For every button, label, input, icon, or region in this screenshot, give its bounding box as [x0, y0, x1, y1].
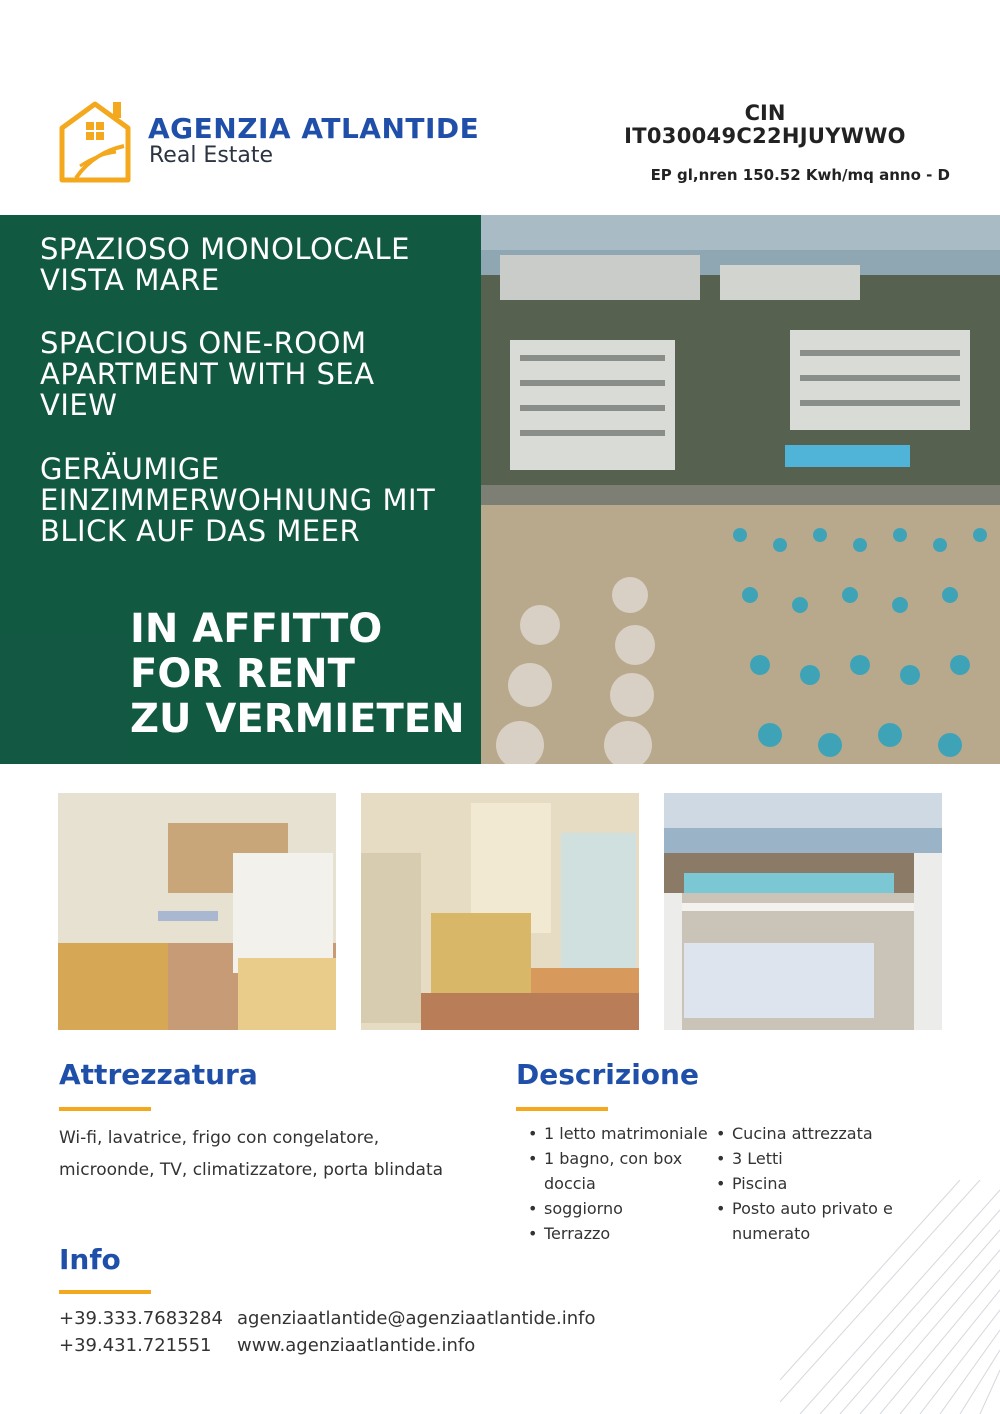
equipment-text: Wi-fi, lavatrice, frigo con congelatore, microonde, TV, climatizzatore, porta blindata [59, 1128, 444, 1180]
list-item: • 1 bagno, con box doccia [522, 1146, 722, 1196]
equipment-underline [59, 1107, 151, 1111]
list-item: • 3 Letti [710, 1146, 930, 1171]
description-underline [516, 1107, 608, 1111]
phone-primary[interactable]: +39.333.7683284 [59, 1308, 223, 1329]
hero-title-italian: SPAZIOSO MONOLOCALE VISTA MARE [40, 232, 410, 297]
info-title: Info [59, 1243, 121, 1276]
list-item: • Terrazzo [522, 1221, 722, 1246]
decorative-lines [780, 1180, 1000, 1414]
hero-title-english: SPACIOUS ONE-ROOM APARTMENT WITH SEA VIEW [40, 326, 375, 422]
equipment-title: Attrezzatura [59, 1058, 258, 1091]
cin-label: CIN [744, 101, 786, 125]
photo-living-kitchen [58, 793, 336, 1030]
list-item: • 1 letto matrimoniale [522, 1121, 722, 1146]
cin-code: IT030049C22HJUYWWO [624, 124, 906, 148]
rent-headline: IN AFFITTO FOR RENT ZU VERMIETEN [130, 606, 465, 742]
list-item: • Cucina attrezzata [710, 1121, 930, 1146]
energy-rating: EP gl,nren 150.52 Kwh/mq anno - D [650, 166, 950, 184]
phone-secondary[interactable]: +39.431.721551 [59, 1335, 212, 1356]
brand-name: AGENZIA ATLANTIDE [148, 112, 480, 145]
hero-banner [0, 215, 1000, 764]
brand-subtitle: Real Estate [149, 143, 274, 168]
email-link[interactable]: agenziaatlantide@agenziaatlantide.info [237, 1308, 596, 1329]
photo-bedroom [361, 793, 639, 1030]
list-item: • Posto auto privato e numerato [710, 1196, 930, 1246]
list-item: • Piscina [710, 1171, 930, 1196]
photo-terrace-pool [664, 793, 942, 1030]
hero-title-german: GERÄUMIGE EINZIMMERWOHNUNG MIT BLICK AUF DAS MEER [40, 452, 436, 548]
info-underline [59, 1290, 151, 1294]
website-link[interactable]: www.agenziaatlantide.info [237, 1335, 476, 1356]
house-logo-icon [58, 100, 132, 186]
description-list-left [522, 1121, 722, 1246]
description-title: Descrizione [516, 1058, 699, 1091]
list-item: • soggiorno [522, 1196, 722, 1221]
